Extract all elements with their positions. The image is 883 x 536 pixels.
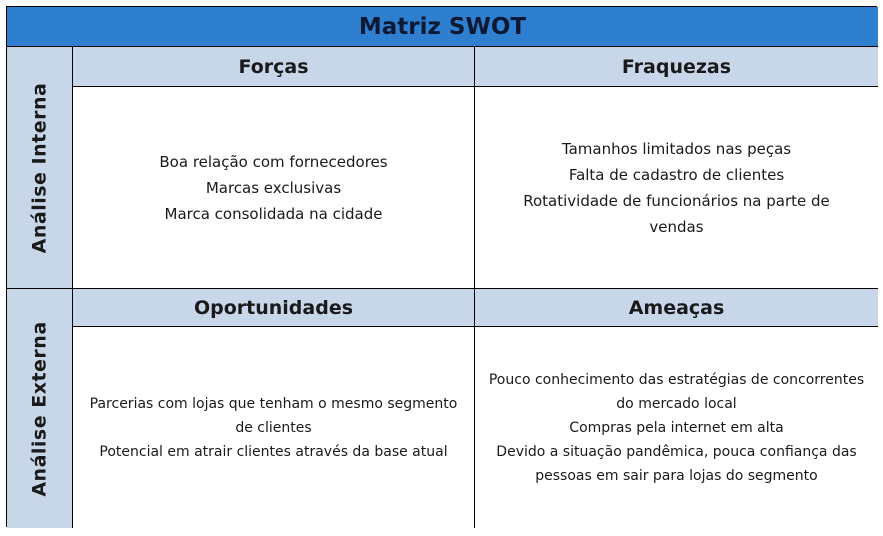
weakness-item: Tamanhos limitados nas peças [561,139,792,158]
weakness-item: Falta de cadastro de clientes [568,165,785,184]
row-label-internal-text: Análise Interna [28,82,51,253]
row-label-external-analysis [7,289,73,528]
opportunity-item: Parcerias com lojas que tenham o mesmo segmento [89,395,458,412]
threat-item: Compras pela internet em alta [569,419,784,436]
threat-item: Devido a situação pandêmica, pouca confiança das [496,443,857,460]
opportunity-item: Potencial em atrair clientes através da base atual [99,443,448,460]
weakness-item: vendas [649,217,704,236]
swot-matrix [6,6,877,527]
threats-content [475,327,878,528]
weaknesses-header: Fraquezas [475,47,878,87]
threat-item: pessoas em sair para lojas do segmento [535,467,818,484]
strengths-content [73,87,475,289]
opportunities-content [73,327,475,528]
weakness-item: Rotatividade de funcionários na parte de [523,191,830,210]
threats-header: Ameaças [475,289,878,327]
threat-item: do mercado local [616,395,737,412]
strengths-header: Forças [73,47,475,87]
row-label-internal-analysis [7,47,73,289]
opportunity-item: de clientes [235,419,312,436]
threat-item: Pouco conhecimento das estratégias de concorrentes [488,371,865,388]
row-label-external-text: Análise Externa [28,320,51,497]
matrix-title: Matriz SWOT [7,7,878,47]
opportunities-header: Oportunidades [73,289,475,327]
weaknesses-content [475,87,878,289]
strength-item: Marcas exclusivas [205,178,342,197]
strength-item: Marca consolidada na cidade [164,204,383,223]
strength-item: Boa relação com fornecedores [159,152,388,171]
